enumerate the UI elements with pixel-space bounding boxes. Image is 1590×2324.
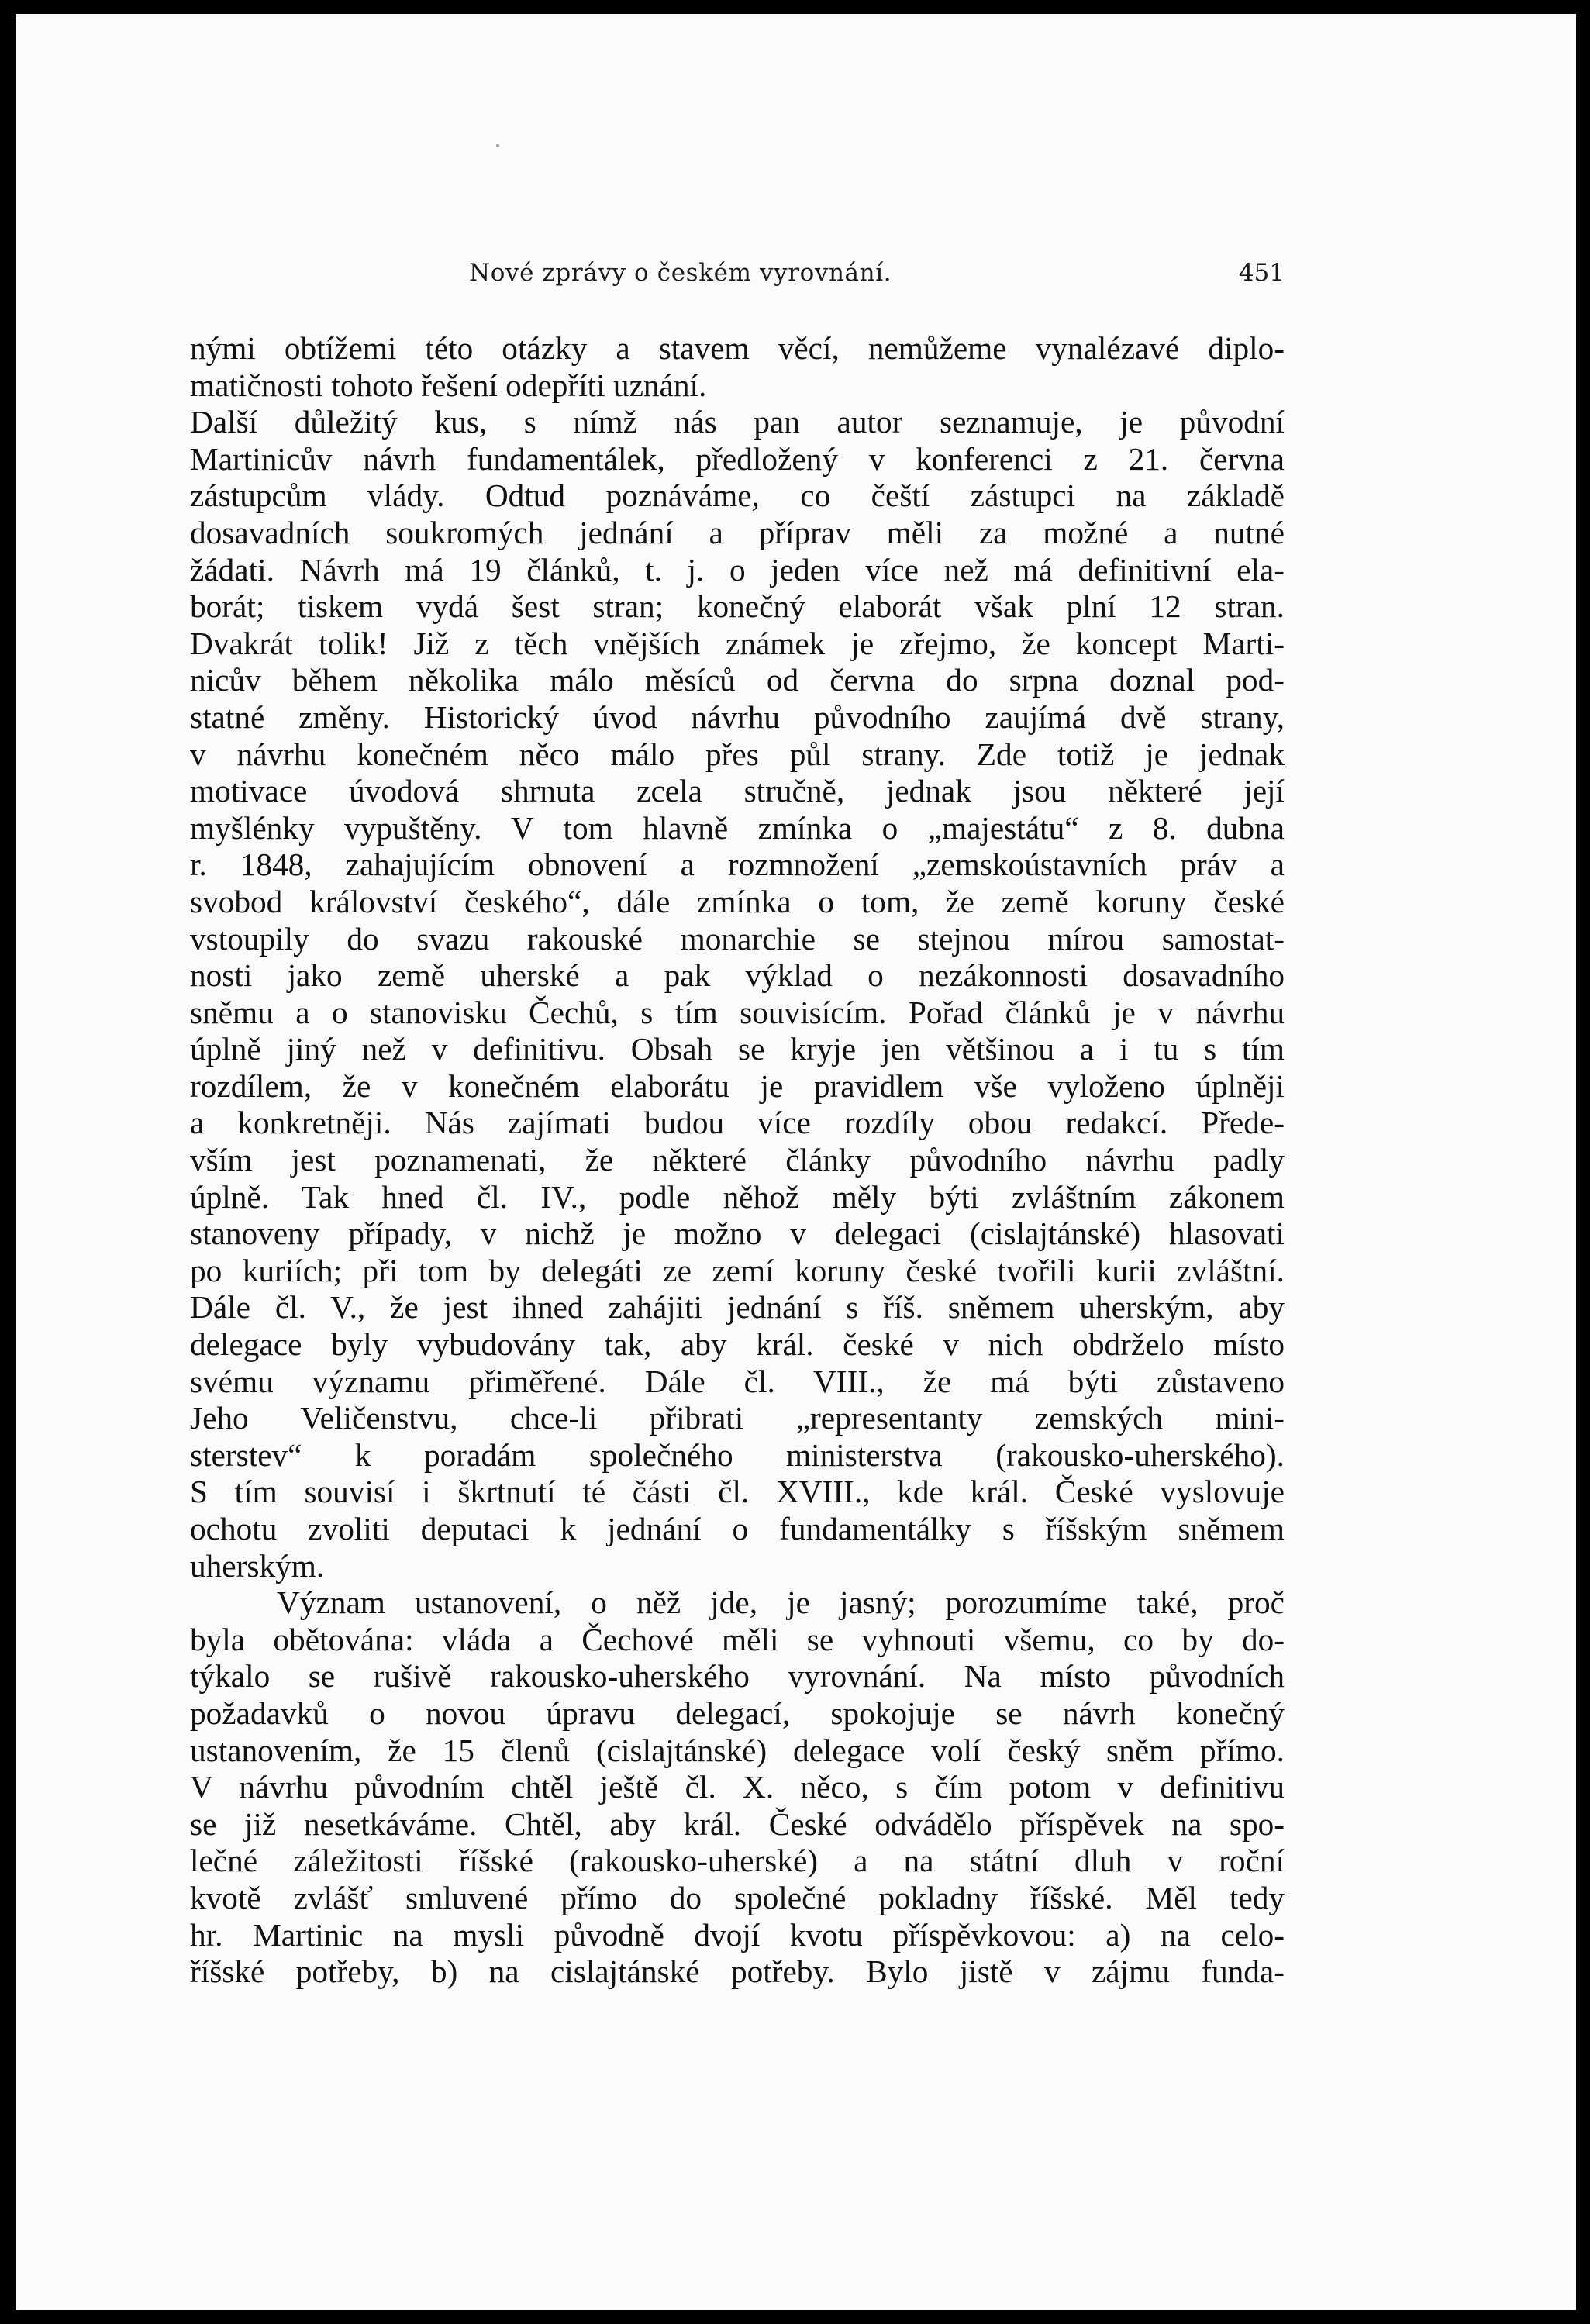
page-number: 451	[1238, 259, 1285, 287]
running-title: Nové zprávy o českém vyrovnání.	[469, 259, 892, 287]
text-line: motivace úvodová shrnuta zcela stručně, jednak jsou některé její	[190, 773, 1285, 809]
text-line: stanoveny případy, v nichž je možno v delegaci (cislajtánské) hlasovati	[190, 1215, 1285, 1252]
text-line: nosti jako země uherské a pak výklad o nezákonnosti dosavadního	[190, 957, 1285, 994]
text-line: borát; tiskem vydá šest stran; konečný elaborát však plní 12 stran.	[190, 588, 1285, 625]
text-line: statné změny. Historický úvod návrhu původního zaujímá dvě strany,	[190, 698, 1285, 735]
text-line: se již nesetkáváme. Chtěl, aby král. České odvádělo příspěvek na spo-	[190, 1805, 1285, 1842]
text-line: ustanovením, že 15 členů (cislajtánské) delegace volí český sněm přímo.	[190, 1732, 1285, 1768]
text-line: Další důležitý kus, s nímž nás pan autor seznamuje, je původní	[190, 404, 1285, 440]
text-line: S tím souvisí i škrtnutí té části čl. XVIII., kde král. České vyslovuje	[190, 1474, 1285, 1510]
text-line: sněmu a o stanovisku Čechů, s tím souvisícím. Pořad článků je v návrhu	[190, 994, 1285, 1030]
print-speck	[496, 144, 499, 147]
text-line: rozdílem, že v konečném elaborátu je pravidlem vše vyloženo úplněji	[190, 1067, 1285, 1104]
text-line: uherským.	[190, 1547, 325, 1584]
text-line: nicův během několika málo měsíců od června do srpna doznal pod-	[190, 662, 1285, 698]
text-line: požadavků o novou úpravu delegací, spokojuje se návrh konečný	[190, 1695, 1285, 1731]
text-line: lečné záležitosti říšské (rakousko-uherské) a na státní dluh v roční	[190, 1843, 1285, 1879]
text-line: myšlénky vypuštěny. V tom hlavně zmínka o „majestátu“ z 8. dubna	[190, 809, 1285, 846]
text-line: úplně. Tak hned čl. IV., podle něhož měly býti zvláštním zákonem	[190, 1178, 1285, 1215]
text-line: r. 1848, zahajujícím obnovení a rozmnožení „zemskoústavních práv a	[190, 847, 1285, 883]
text-line: svému významu přiměřené. Dále čl. VIII., že má býti zůstaveno	[190, 1363, 1285, 1399]
text-line: V návrhu původním chtěl ještě čl. X. něco, s čím potom v definitivu	[190, 1769, 1285, 1805]
text-line: byla obětována: vláda a Čechové měli se vyhnouti všemu, co by do-	[190, 1621, 1285, 1657]
text-line: matičnosti tohoto řešení odepříti uznání.	[190, 367, 707, 403]
text-line: úplně jiný než v definitivu. Obsah se kryje jen většinou a i tu s tím	[190, 1031, 1285, 1067]
text-line: kvotě zvlášť smluvené přímo do společné pokladny říšské. Měl tedy	[190, 1879, 1285, 1915]
page-header	[190, 259, 1285, 298]
text-line: v návrhu konečném něco málo přes půl strany. Zde totiž je jednak	[190, 736, 1285, 772]
text-line: Význam ustanovení, o něž jde, je jasný; porozumíme také, proč	[277, 1584, 1285, 1621]
text-line: ochotu zvoliti deputaci k jednání o fundamentálky s říšským sněmem	[190, 1511, 1285, 1546]
text-line: říšské potřeby, b) na cislajtánské potřeby. Bylo jistě v zájmu funda-	[190, 1953, 1285, 1990]
text-line: po kuriích; při tom by delegáti ze zemí koruny české tvořili kurii zvláštní.	[190, 1252, 1285, 1288]
text-line: svobod království českého“, dále zmínka o tom, že země koruny české	[190, 883, 1285, 919]
text-line: žádati. Návrh má 19 článků, t. j. o jeden více než má definitivní ela-	[190, 551, 1285, 588]
text-line: sterstev“ k poradám společného ministerstva (rakousko-uherského).	[190, 1436, 1285, 1473]
text-line: nými obtížemi této otázky a stavem věcí, nemůžeme vynalézavé diplo-	[190, 330, 1285, 366]
text-line: týkalo se rušivě rakousko-uherského vyrovnání. Na místo původních	[190, 1658, 1285, 1695]
text-line: Dvakrát tolik! Již z těch vnějších známek je zřejmo, že koncept Marti-	[190, 625, 1285, 661]
text-line: hr. Martinic na mysli původně dvojí kvotu příspěvkovou: a) na celo-	[190, 1916, 1285, 1953]
text-line: vstoupily do svazu rakouské monarchie se stejnou mírou samostat-	[190, 920, 1285, 957]
text-line: Martinicův návrh fundamentálek, předložený v konferenci z 21. června	[190, 440, 1285, 477]
book-page	[16, 14, 1576, 2310]
text-line: Dále čl. V., že jest ihned zahájiti jednání s říš. sněmem uherským, aby	[190, 1289, 1285, 1326]
text-line: dosavadních soukromých jednání a příprav měli za možné a nutné	[190, 514, 1285, 550]
body-text	[190, 330, 1285, 1991]
text-line: delegace byly vybudovány tak, aby král. české v nich obdrželo místo	[190, 1326, 1285, 1363]
text-line: vším jest poznamenati, že některé články původního návrhu padly	[190, 1142, 1285, 1178]
text-line: Jeho Veličenstvu, chce-li přibrati „representanty zemských mini-	[190, 1400, 1285, 1436]
text-line: a konkretněji. Nás zajímati budou více rozdíly obou redakcí. Přede-	[190, 1105, 1285, 1141]
text-line: zástupcům vlády. Odtud poznáváme, co čeští zástupci na základě	[190, 478, 1285, 514]
